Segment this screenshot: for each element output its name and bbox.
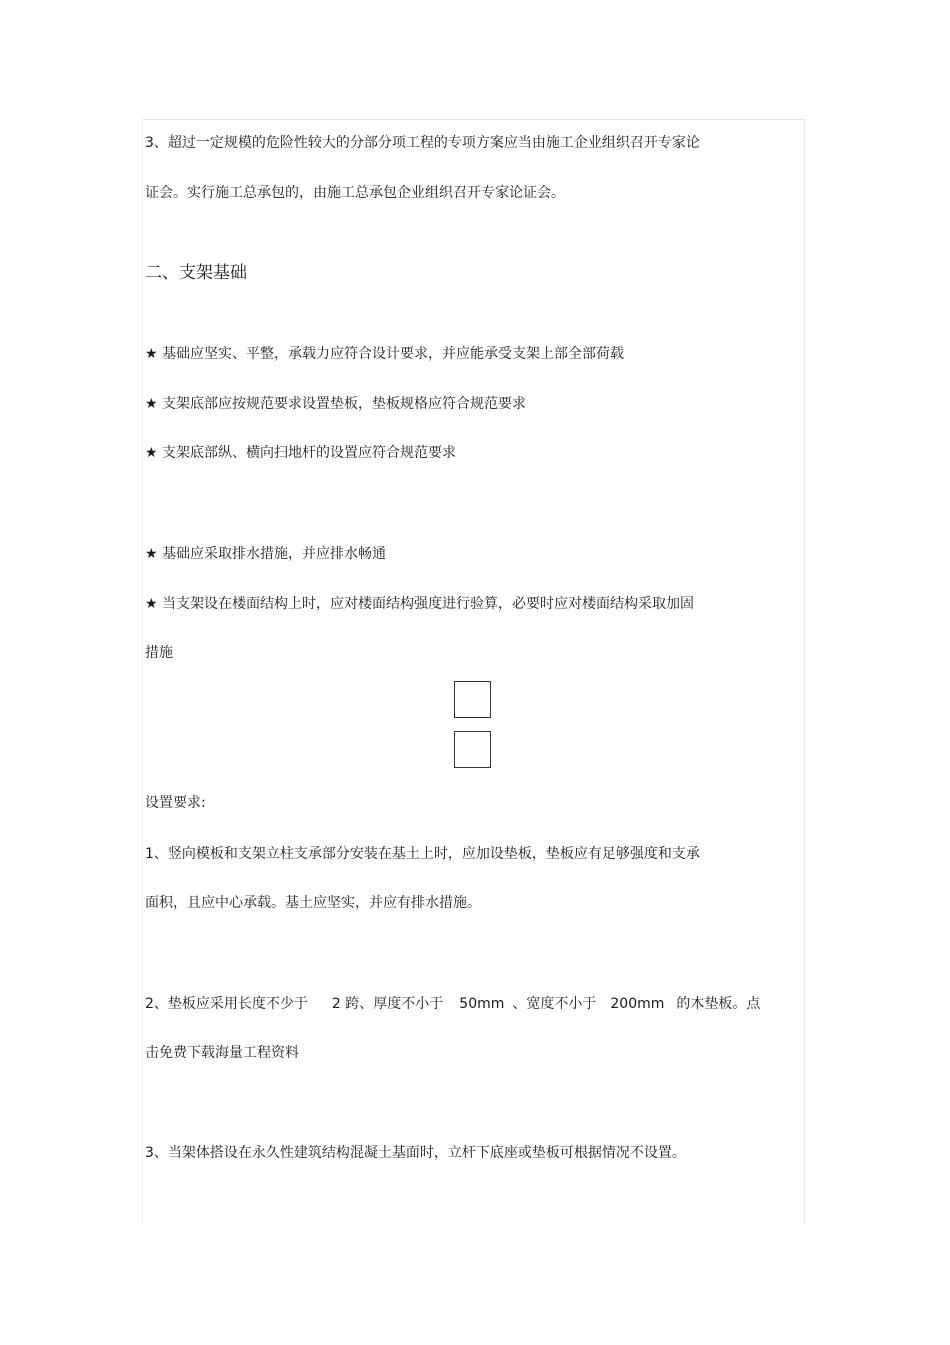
req2-line1 bbox=[145, 994, 760, 1014]
bullet-2: ★ 支架底部应按规范要求设置垫板，垫板规格应符合规范要求 bbox=[145, 396, 526, 412]
req2-seg5: 200mm bbox=[610, 996, 665, 1012]
req2-seg1: 2、垫板应采用长度不少于 bbox=[145, 996, 308, 1012]
bullet-3: ★ 支架底部纵、横向扫地杆的设置应符合规范要求 bbox=[145, 445, 456, 461]
para1-line1: 3、超过一定规模的危险性较大的分部分项工程的专项方案应当由施工企业组织召开专家论 bbox=[145, 135, 700, 151]
image-placeholder-bottom bbox=[454, 731, 491, 768]
image-placeholder-top bbox=[454, 681, 491, 718]
req1-line1: 1、竖向模板和支架立柱支承部分安装在基土上时，应加设垫板，垫板应有足够强度和支承 bbox=[145, 846, 700, 862]
para1-line2: 证会。实行施工总承包的，由施工总承包企业组织召开专家论证会。 bbox=[145, 185, 565, 201]
setting-requirements-label: 设置要求: bbox=[145, 795, 206, 811]
req3-line: 3、当架体搭设在永久性建筑结构混凝土基面时，立杆下底座或垫板可根据情况不设置。 bbox=[145, 1145, 686, 1161]
req2-seg6: 的木垫板。点 bbox=[676, 996, 761, 1012]
req2-seg3: 50mm bbox=[459, 996, 505, 1012]
bullet-4: ★ 基础应采取排水措施，并应排水畅通 bbox=[145, 546, 386, 562]
section-title: 二、支架基础 bbox=[145, 263, 247, 283]
bullet-5-continuation: 措施 bbox=[145, 645, 173, 661]
bullet-1: ★ 基础应坚实、平整，承载力应符合设计要求，并应能承受支架上部全部荷载 bbox=[145, 346, 624, 362]
req1-line2: 面积，且应中心承载。基土应坚实，并应有排水措施。 bbox=[145, 895, 481, 911]
bullet-5: ★ 当支架设在楼面结构上时，应对楼面结构强度进行验算，必要时应对楼面结构采取加固 bbox=[145, 596, 694, 612]
req2-line2: 击免费下载海量工程资料 bbox=[145, 1045, 299, 1061]
req2-seg4: 、宽度不小于 bbox=[512, 996, 597, 1012]
req2-seg2: 2 跨、厚度不小于 bbox=[331, 996, 444, 1012]
